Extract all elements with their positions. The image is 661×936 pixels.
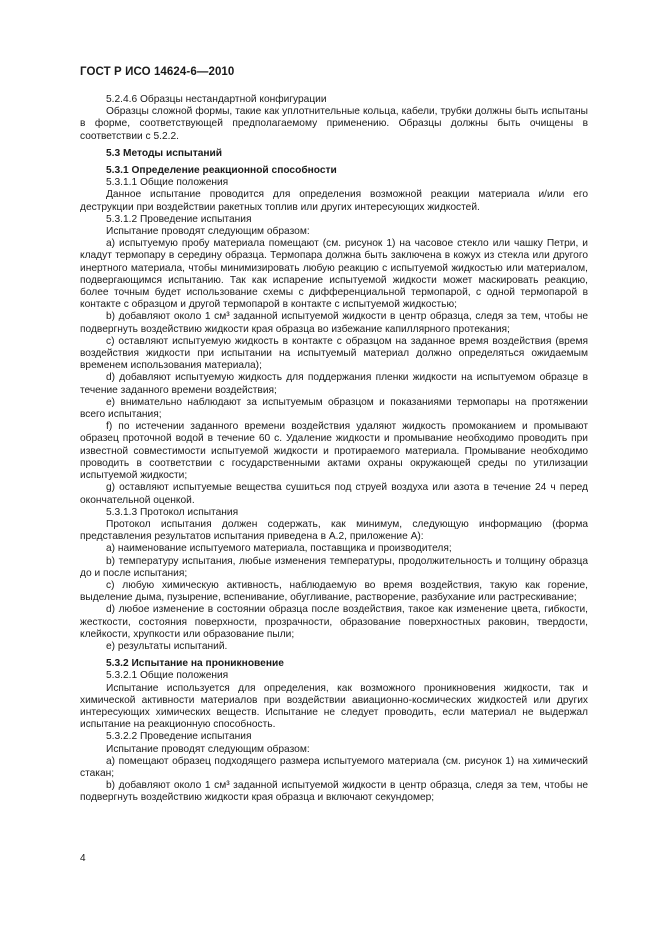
paragraph: a) помещают образец подходящего размера испытуемого материала (см. рисунок 1) на химический стакан; bbox=[80, 755, 588, 779]
paragraph: c) любую химическую активность, наблюдаемую во время воздействия, такую как горение, выделение дыма, пузырение, вспенивание, обугливание, растворение, разбухание или растрескивание; bbox=[80, 579, 588, 604]
paragraph: 5.2.4.6 Образцы нестандартной конфигурации bbox=[106, 94, 327, 105]
paragraph: b) добавляют около 1 см³ заданной испытуемой жидкости в центр образца, следя за тем, чтобы не подвергнуть воздействию жидкости края образца и включают секундомер; bbox=[80, 780, 588, 804]
paragraph: b) добавляют около 1 см³ заданной испытуемой жидкости в центр образца, следя за тем, чтобы не подвергнуть воздействию жидкости края образца во избежание капиллярного протекания; bbox=[80, 311, 588, 335]
paragraph: a) испытуемую пробу материала помещают (см. рисунок 1) на часовое стекло или чашку Петри, и кладут термопару в середину образца. Термопара должна быть заключена в кожух из стекла или другого инертного материала, чтобы минимизировать любую реакцию с испытуемой жидкостью или материалом, подвергающимся испытанию. Так как испарение испытуемой жидкости может маскировать реакцию, более точным будет использование схемы с дифференциальной термопарой, с одной термопарой в контакте с образцом и другой термопарой в контакте с испытуемой жидкостью; bbox=[80, 238, 588, 311]
paragraph: Протокол испытания должен содержать, как минимум, следующую информацию (форма представления результатов испытания приведена в А.2, приложение А): bbox=[80, 518, 588, 543]
paragraph: f) по истечении заданного времени воздействия удаляют жидкость промоканием и промывают образец проточной водой в течение 60 с. Удаление жидкости и промывание необходимо проводить при известной совместимости испытуемой жидкости и протираемого материала. Промывание необходимо проводить в соответствии с государственными актами охраны окружающей среды по утилизации испытуемой жидкости; bbox=[80, 421, 588, 482]
paragraph: Испытание проводят следующим образом: bbox=[106, 743, 310, 755]
paragraph: 5.3.2.1 Общие положения bbox=[106, 670, 229, 682]
paragraph: Данное испытание проводится для определения возможной реакции материала и/или его деструкции при воздействии ракетных топлив или других интересующих жидкостей. bbox=[80, 189, 588, 213]
paragraph: Испытание проводят следующим образом: bbox=[106, 226, 310, 238]
paragraph: d) любое изменение в состоянии образца после воздействия, такое как изменение цвета, гибкости, жесткости, состояния поверхности, прозрачности, образование поверхностных раковин, твердости, клейкости, хрупкости или образование пыли; bbox=[80, 604, 588, 640]
document-header: ГОСТ Р ИСО 14624-6—2010 bbox=[80, 66, 235, 78]
paragraph: 5.3.1.2 Проведение испытания bbox=[106, 213, 252, 225]
paragraph: Образцы сложной формы, такие как уплотнительные кольца, кабели, трубки должны быть испытаны в форме, соответствующей предполагаемому применению. Образцы должны быть очищены в соответствии с 5.2.2. bbox=[80, 106, 588, 142]
paragraph: 5.3.2.2 Проведение испытания bbox=[106, 731, 252, 743]
paragraph: 5.3.1 Определение реакционной способности bbox=[106, 165, 337, 177]
paragraph: 5.3.1.1 Общие положения bbox=[106, 177, 229, 189]
paragraph: e) результаты испытаний. bbox=[106, 640, 228, 652]
paragraph: a) наименование испытуемого материала, поставщика и производителя; bbox=[106, 543, 452, 555]
paragraph: b) температуру испытания, любые изменения температуры, продолжительность и толщину образца до и после испытания; bbox=[80, 555, 588, 579]
paragraph: 5.3.2 Испытание на проникновение bbox=[106, 658, 284, 670]
paragraph: d) добавляют испытуемую жидкость для поддержания пленки жидкости на испытуемом образце в течение заданного времени воздействия; bbox=[80, 372, 588, 396]
document-body bbox=[80, 94, 588, 805]
paragraph: 5.3 Методы испытаний bbox=[106, 147, 223, 159]
paragraph: Испытание используется для определения, как возможного проникновения жидкости, так и химической активности материалов при воздействии авиационно-космических жидкостей или других интересующих химических веществ. Испытание не следует проводить, если материал не выдержал испытание на реакционную способность. bbox=[80, 682, 588, 731]
paragraph: g) оставляют испытуемые вещества сушиться под струей воздуха или азота в течение 24 ч перед окончательной оценкой. bbox=[80, 482, 588, 506]
paragraph: e) внимательно наблюдают за испытуемым образцом и показаниями термопары на протяжении всего испытания; bbox=[80, 396, 588, 421]
paragraph: 5.3.1.3 Протокол испытания bbox=[106, 506, 239, 518]
page-number: 4 bbox=[80, 853, 86, 864]
paragraph: c) оставляют испытуемую жидкость в контакте с образцом на заданное время воздействия (время воздействия жидкости при испытании на испытуемый материал должно определяться ожидаемым временем использования материала); bbox=[80, 335, 588, 372]
